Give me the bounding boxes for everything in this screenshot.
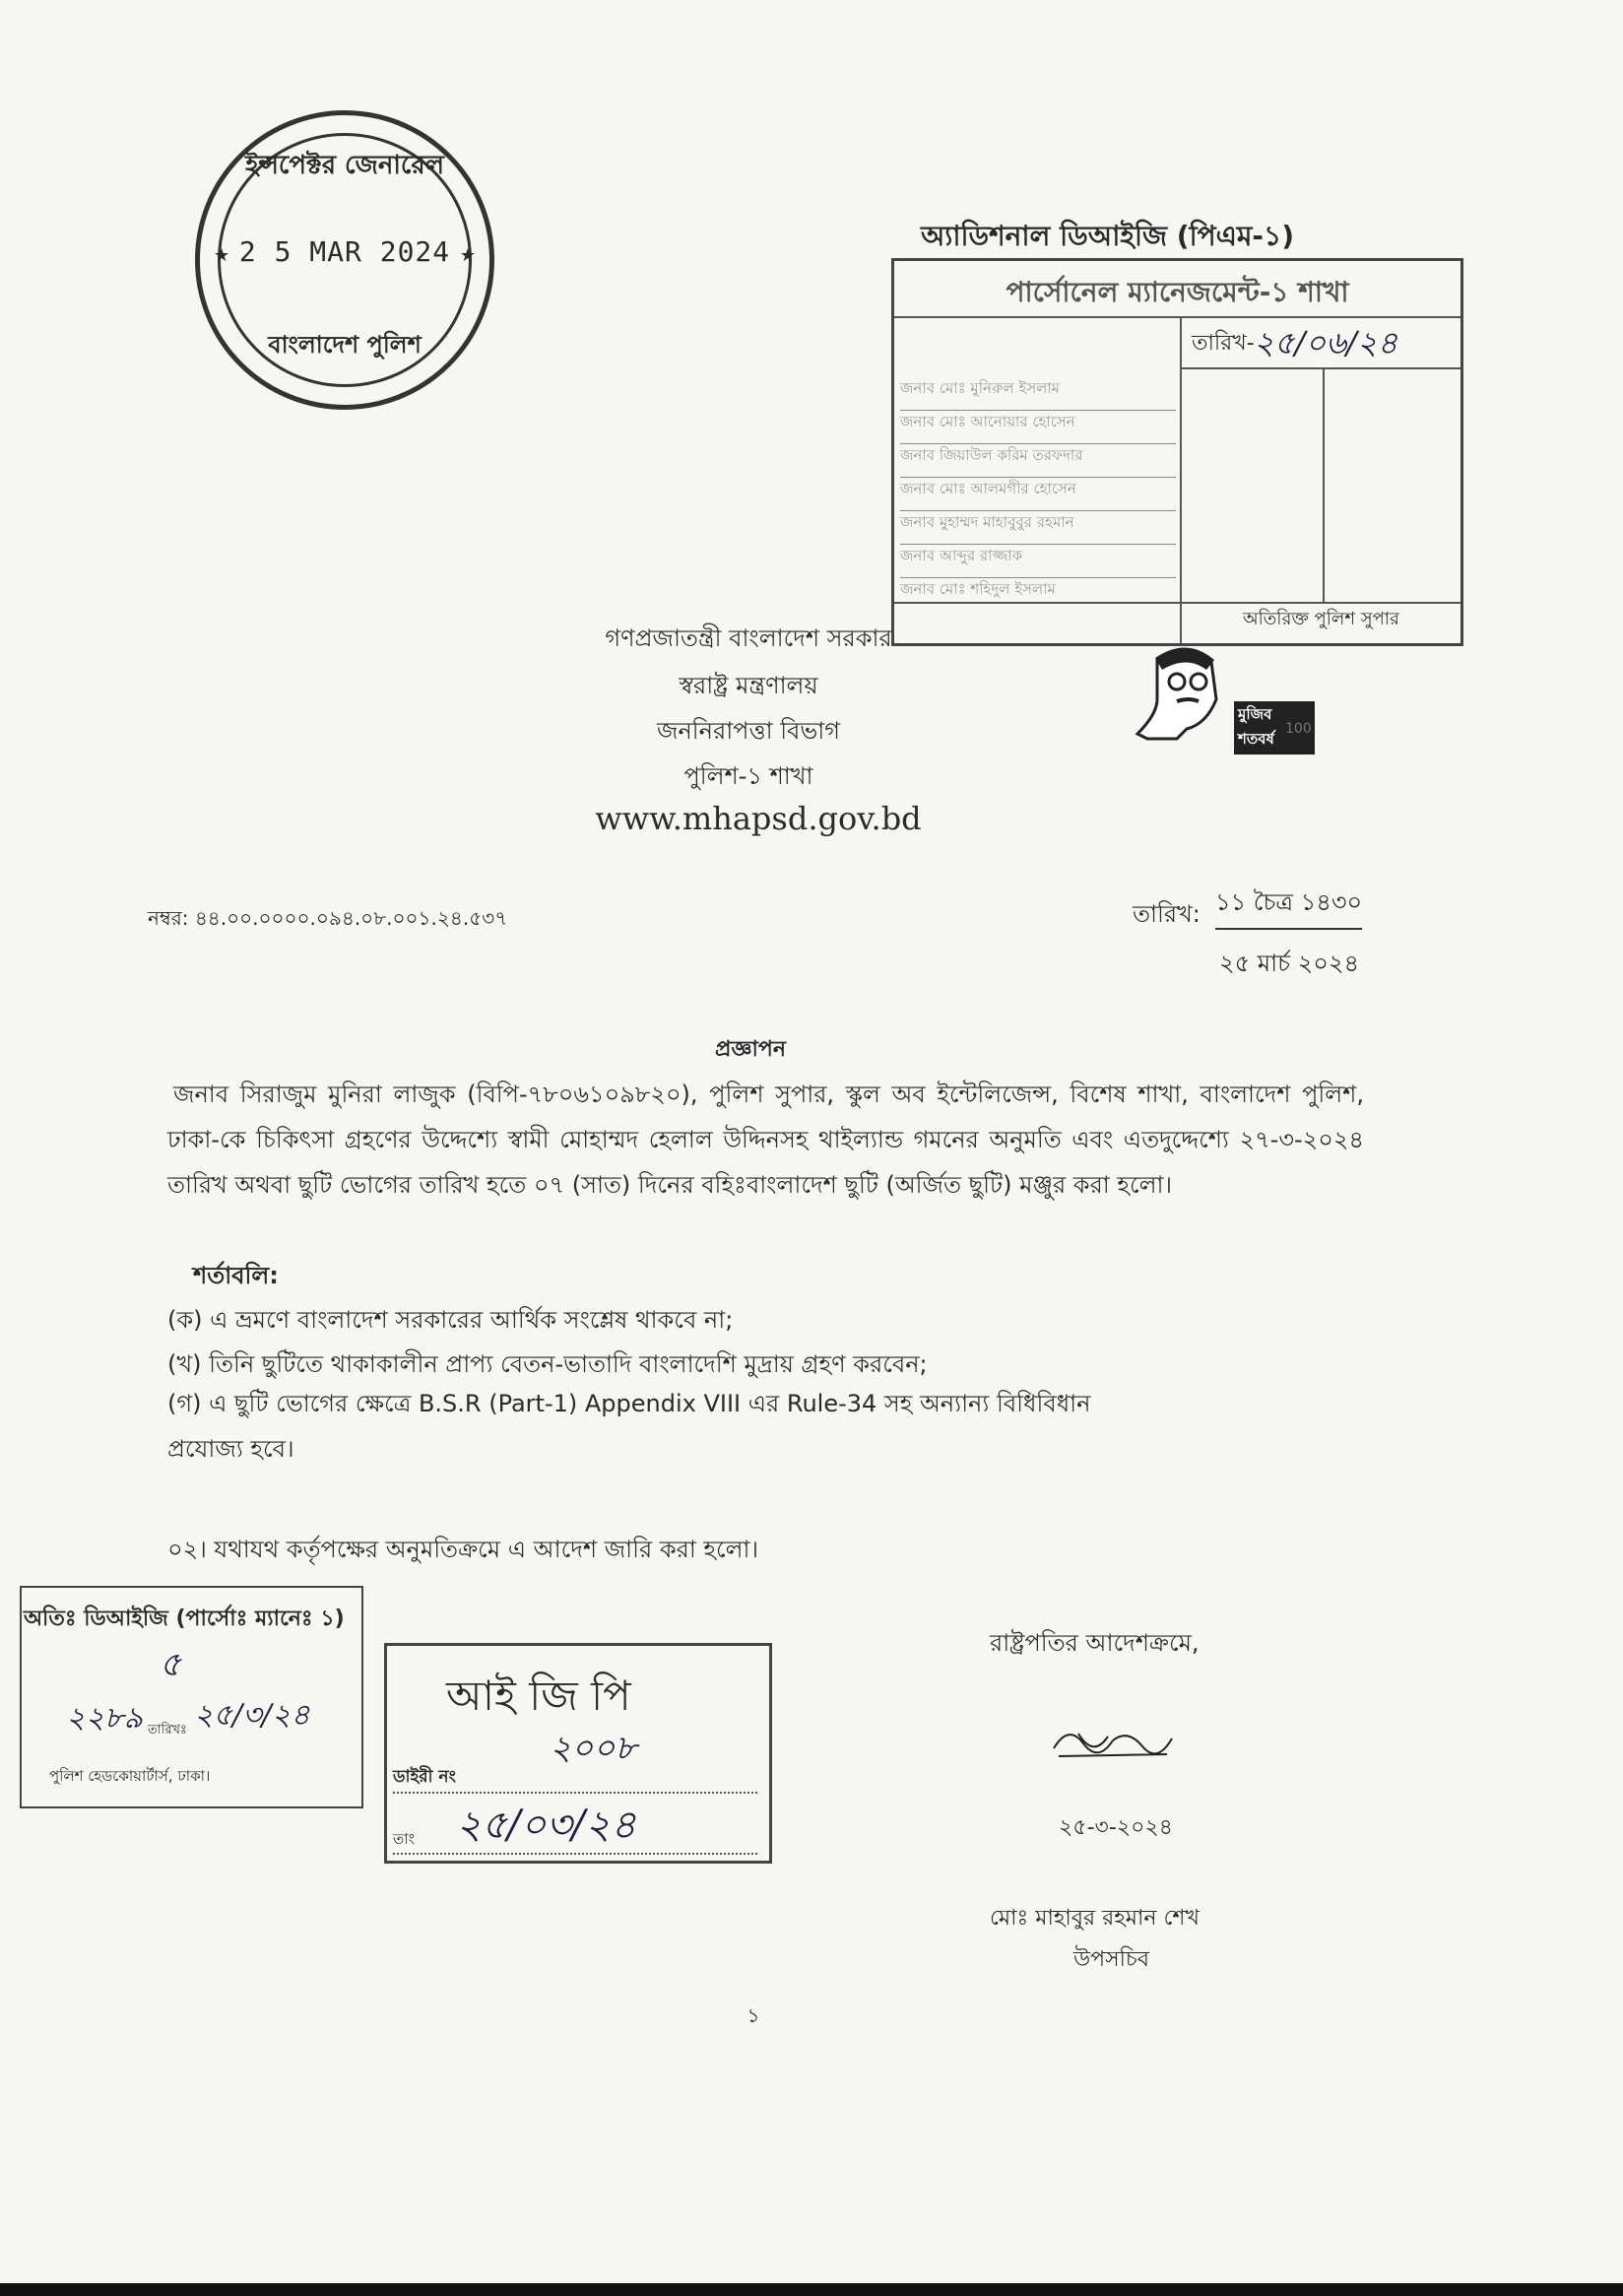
routing-name: জনাব মোঃ আনোয়ার হোসেন — [900, 411, 1176, 444]
memo-number: নম্বর: ৪৪.০০.০০০০.০৯৪.০৮.০০১.২৪.৫৩৭ — [148, 906, 508, 930]
conditions-title: শর্তাবলি: — [193, 1262, 279, 1289]
stamp-title: অতিঃ ডিআইজি (পার্সোঃ ম্যানেঃ ১) — [24, 1607, 345, 1631]
signature — [1049, 1719, 1177, 1768]
date-english: ২৫ মার্চ ২০২৪ — [1219, 950, 1360, 977]
condition-item: (ক) এ ভ্রমণে বাংলাদেশ সরকারের আর্থিক সংশ্লেষ থাকবে না; — [167, 1306, 734, 1334]
routing-name: জনাব মোঃ শহিদুল ইসলাম — [900, 580, 1056, 598]
notification-paragraph: জনাব সিরাজুম মুনিরা লাজুক (বিপি-৭৮০৬১০৯৮২০), পুলিশ সুপার, স্কুল অব ইন্টেলিজেন্স, বিশেষ শাখা, বাংলাদেশ পুলিশ, ঢাকা-কে চিকিৎসা গ্রহণের উদ্দেশ্যে স্বামী মোহাম্মদ হেলাল উদ্দিনসহ থাইল্যান্ড গমনের অনুমতি এবং এতদুদ্দেশ্যে ২৭-৩-২০২৪ তারিখ অথবা ছুটি ভোগের তারিখ হতে ০৭ (সাত) দিনের বহিঃবাংলাদেশ ছুটি (অর্জিত ছুটি) মঞ্জুর করা হলো। — [167, 1081, 1364, 1199]
scan-edge — [0, 2283, 1623, 2296]
round-seal-stamp — [195, 110, 494, 410]
notification-title: প্রজ্ঞাপন — [715, 1037, 786, 1062]
igp-title: আই জি পি — [446, 1672, 631, 1720]
page-number: ১ — [747, 2003, 760, 2027]
diary-number: ২০০৮ — [550, 1729, 637, 1768]
logo-number: 100 — [1285, 721, 1312, 737]
routing-date-value: ২৫/০৬/২৪ — [1254, 324, 1398, 361]
routing-name-list — [900, 377, 1176, 611]
logo-text: মুজিব শতবর্ষ — [1234, 701, 1315, 754]
addl-dig-received-stamp — [20, 1586, 363, 1808]
diary-label: ডাইরী নং — [393, 1764, 757, 1794]
igp-date-label: তাং — [393, 1828, 757, 1855]
date-label: তারিখ: — [1133, 900, 1201, 928]
division-name: জননিরাপত্তা বিভাগ — [657, 717, 840, 745]
mujib-centenary-logo — [1128, 640, 1315, 748]
routing-title: অ্যাডিশনাল ডিআইজি (পিএম-১) — [921, 220, 1295, 252]
seal-date: 2 5 MAR 2024 — [238, 235, 451, 268]
routing-footer: অতিরিক্ত পুলিশ সুপার — [1243, 609, 1399, 629]
signature-date: ২৫-৩-২০২৪ — [1059, 1815, 1173, 1840]
stamp-date: ২৫/৩/২৪ — [194, 1698, 310, 1733]
igp-diary-stamp — [384, 1643, 772, 1864]
star-icon: ★ — [459, 245, 476, 266]
routing-date-label: তারিখ- — [1192, 331, 1255, 356]
routing-name: জনাব জিয়াউল করিম তরফদার — [900, 444, 1176, 478]
star-icon: ★ — [214, 245, 230, 266]
order-line: ০২। যথাযথ কর্তৃপক্ষের অনুমতিক্রমে এ আদেশ জারি করা হলো। — [167, 1536, 759, 1563]
seal-bottom-text: বাংলাদেশ পুলিশ — [268, 331, 422, 359]
stamp-number: ২২৮৯ — [66, 1701, 143, 1736]
routing-name: জনাব মোঃ আলমগীর হোসেন — [900, 478, 1176, 511]
stamp-date-label: তারিখঃ — [148, 1723, 187, 1738]
stamp-hand-mark: ৫ — [160, 1645, 182, 1684]
signature-icon — [1049, 1719, 1177, 1768]
stamp-footer: পুলিশ হেডকোয়ার্টার্স, ঢাকা। — [49, 1767, 211, 1785]
branch-name: পুলিশ-১ শাখা — [683, 762, 813, 790]
date-bangla: ১১ চৈত্র ১৪৩০ — [1215, 885, 1362, 930]
condition-item: (খ) তিনি ছুটিতে থাকাকালীন প্রাপ্য বেতন-ভাতাদি বাংলাদেশি মুদ্রায় গ্রহণ করবেন; — [167, 1350, 928, 1378]
signatory-name: মোঃ মাহাবুর রহমান শেখ — [990, 1906, 1200, 1931]
by-order-text: রাষ্ট্রপতির আদেশক্রমে, — [990, 1629, 1200, 1657]
condition-item: (গ) এ ছুটি ভোগের ক্ষেত্রে B.S.R (Part-1) Appendix VIII এর Rule-34 সহ অন্যান্য বিধিবিধান প্রযোজ্য হবে। — [167, 1390, 1091, 1463]
govt-name: গণপ্রজাতন্ত্রী বাংলাদেশ সরকার — [605, 624, 892, 652]
routing-stamp-box — [891, 258, 1463, 646]
routing-name: জনাব মোঃ মুনিরুল ইসলাম — [900, 377, 1176, 411]
portrait-icon — [1128, 640, 1246, 741]
seal-top-text: ইন্সপেক্টর জেনারেল — [244, 151, 445, 180]
website-link: www.mhapsd.gov.bd — [595, 800, 922, 837]
routing-name: জনাব আব্দুর রাজ্জাক — [900, 545, 1176, 578]
igp-date: ২৫/০৩/২৪ — [456, 1803, 636, 1848]
routing-header: পার্সোনেল ম্যানেজমেন্ট-১ শাখা — [1006, 276, 1349, 308]
ministry-name: স্বরাষ্ট্র মন্ত্রণালয় — [679, 672, 818, 699]
signatory-designation: উপসচিব — [1073, 1947, 1150, 1972]
routing-name: জনাব মুহাম্মদ মাহাবুবুর রহমান — [900, 511, 1176, 545]
